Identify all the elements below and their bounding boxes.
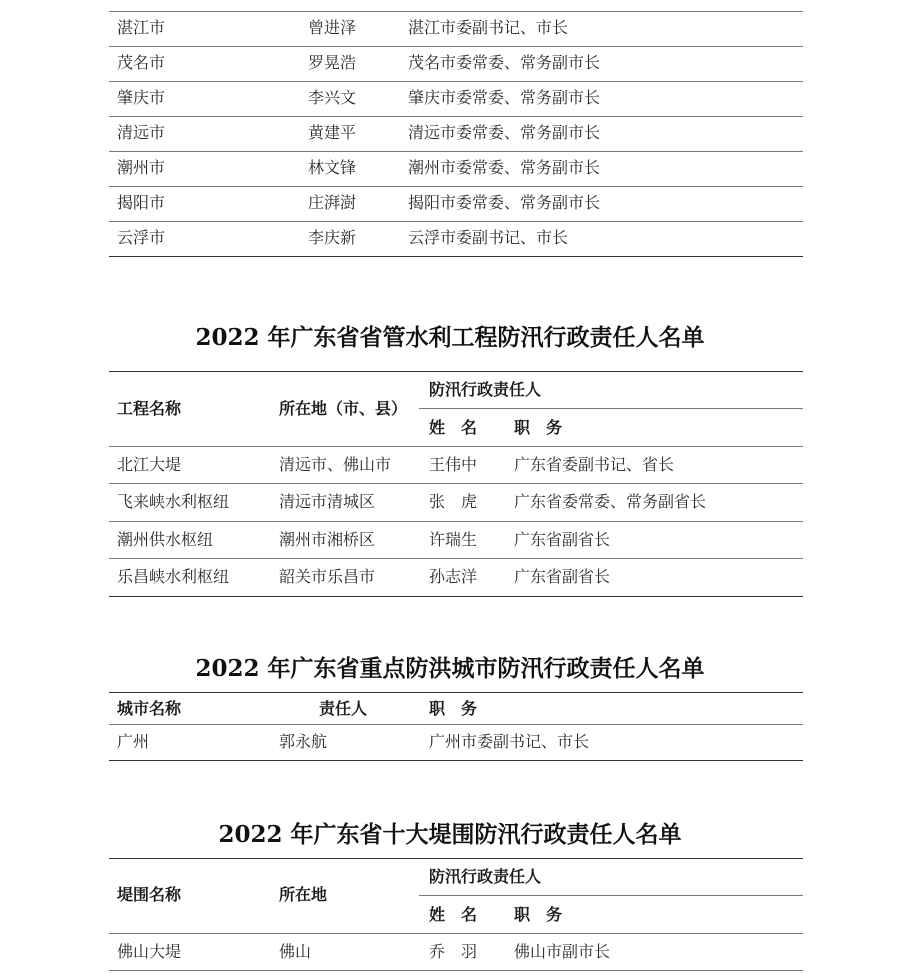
header-position: 职 务 (429, 699, 478, 718)
position-cell: 茂名市委常委、常务副市长 (408, 53, 601, 72)
name-cell: 乔 羽 (429, 942, 478, 961)
header-responsible: 防汛行政责任人 (429, 867, 542, 886)
table-rule (109, 186, 803, 187)
table-rule (109, 760, 803, 761)
header-name: 姓 名 (429, 905, 478, 924)
city-cell: 潮州市 (117, 158, 166, 177)
document-page (109, 0, 803, 978)
header-position: 职 务 (514, 905, 563, 924)
name-cell: 许瑞生 (429, 530, 478, 549)
position-cell: 广东省委常委、常务副省长 (514, 492, 707, 511)
table-rule (109, 46, 803, 47)
table-rule (109, 256, 803, 257)
header-levee: 堤围名称 (117, 885, 182, 904)
city-cell: 清远市 (117, 123, 166, 142)
section-title: 2022 年广东省十大堤围防汛行政责任人名单 (218, 821, 682, 848)
location-cell: 清远市、佛山市 (279, 455, 392, 474)
position-cell: 广州市委副书记、市长 (429, 732, 590, 751)
project-cell: 飞来峡水利枢纽 (117, 492, 230, 511)
header-location: 所在地（市、县） (279, 399, 408, 418)
position-cell: 湛江市委副书记、市长 (408, 18, 569, 37)
header-name: 姓 名 (429, 418, 478, 437)
table-rule (109, 858, 803, 859)
project-cell: 乐昌峡水利枢纽 (117, 567, 230, 586)
table-rule (109, 596, 803, 597)
location-cell: 清远市清城区 (279, 492, 376, 511)
header-responsible: 责任人 (319, 699, 368, 718)
table-rule (109, 446, 803, 447)
name-cell: 王伟中 (429, 455, 478, 474)
table-rule (109, 221, 803, 222)
location-cell: 韶关市乐昌市 (279, 567, 376, 586)
position-cell: 广东省副省长 (514, 567, 611, 586)
location-cell: 佛山 (279, 942, 312, 961)
location-cell: 潮州市湘桥区 (279, 530, 376, 549)
header-position: 职 务 (514, 418, 563, 437)
section-title: 2022 年广东省省管水利工程防汛行政责任人名单 (195, 324, 705, 351)
city-cell: 云浮市 (117, 228, 166, 247)
project-cell: 潮州供水枢纽 (117, 530, 214, 549)
position-cell: 云浮市委副书记、市长 (408, 228, 569, 247)
header-location: 所在地 (279, 885, 328, 904)
project-cell: 北江大堤 (117, 455, 182, 474)
position-cell: 潮州市委常委、常务副市长 (408, 158, 601, 177)
table-rule (109, 371, 803, 372)
position-cell: 清远市委常委、常务副市长 (408, 123, 601, 142)
position-cell: 揭阳市委常委、常务副市长 (408, 193, 601, 212)
name-cell: 郭永航 (279, 732, 328, 751)
header-city: 城市名称 (117, 699, 182, 718)
table-rule (109, 81, 803, 82)
name-cell: 曾进泽 (308, 18, 357, 37)
city-cell: 茂名市 (117, 53, 166, 72)
name-cell: 李兴文 (308, 88, 357, 107)
position-cell: 广东省副省长 (514, 530, 611, 549)
table-rule (419, 408, 803, 409)
section-title: 2022 年广东省重点防洪城市防汛行政责任人名单 (195, 655, 705, 682)
city-cell: 湛江市 (117, 18, 166, 37)
levee-cell: 佛山大堤 (117, 942, 182, 961)
position-cell: 广东省委副书记、省长 (514, 455, 675, 474)
name-cell: 孙志洋 (429, 567, 478, 586)
table-rule (109, 692, 803, 693)
table-rule (109, 11, 803, 12)
city-cell: 广州 (117, 732, 150, 751)
table-rule (109, 558, 803, 559)
table-rule (419, 895, 803, 896)
name-cell: 黄建平 (308, 123, 357, 142)
table-rule (109, 483, 803, 484)
position-cell: 佛山市副市长 (514, 942, 611, 961)
position-cell: 肇庆市委常委、常务副市长 (408, 88, 601, 107)
name-cell: 林文锋 (308, 158, 357, 177)
table-rule (109, 933, 803, 934)
header-responsible: 防汛行政责任人 (429, 380, 542, 399)
table-rule (109, 724, 803, 725)
name-cell: 李庆新 (308, 228, 357, 247)
name-cell: 庄湃澍 (308, 193, 357, 212)
name-cell: 张 虎 (429, 492, 478, 511)
table-rule (109, 521, 803, 522)
table-rule (109, 116, 803, 117)
city-cell: 肇庆市 (117, 88, 166, 107)
header-project: 工程名称 (117, 399, 182, 418)
table-rule (109, 970, 803, 971)
city-cell: 揭阳市 (117, 193, 166, 212)
name-cell: 罗晃浩 (308, 53, 357, 72)
table-rule (109, 151, 803, 152)
